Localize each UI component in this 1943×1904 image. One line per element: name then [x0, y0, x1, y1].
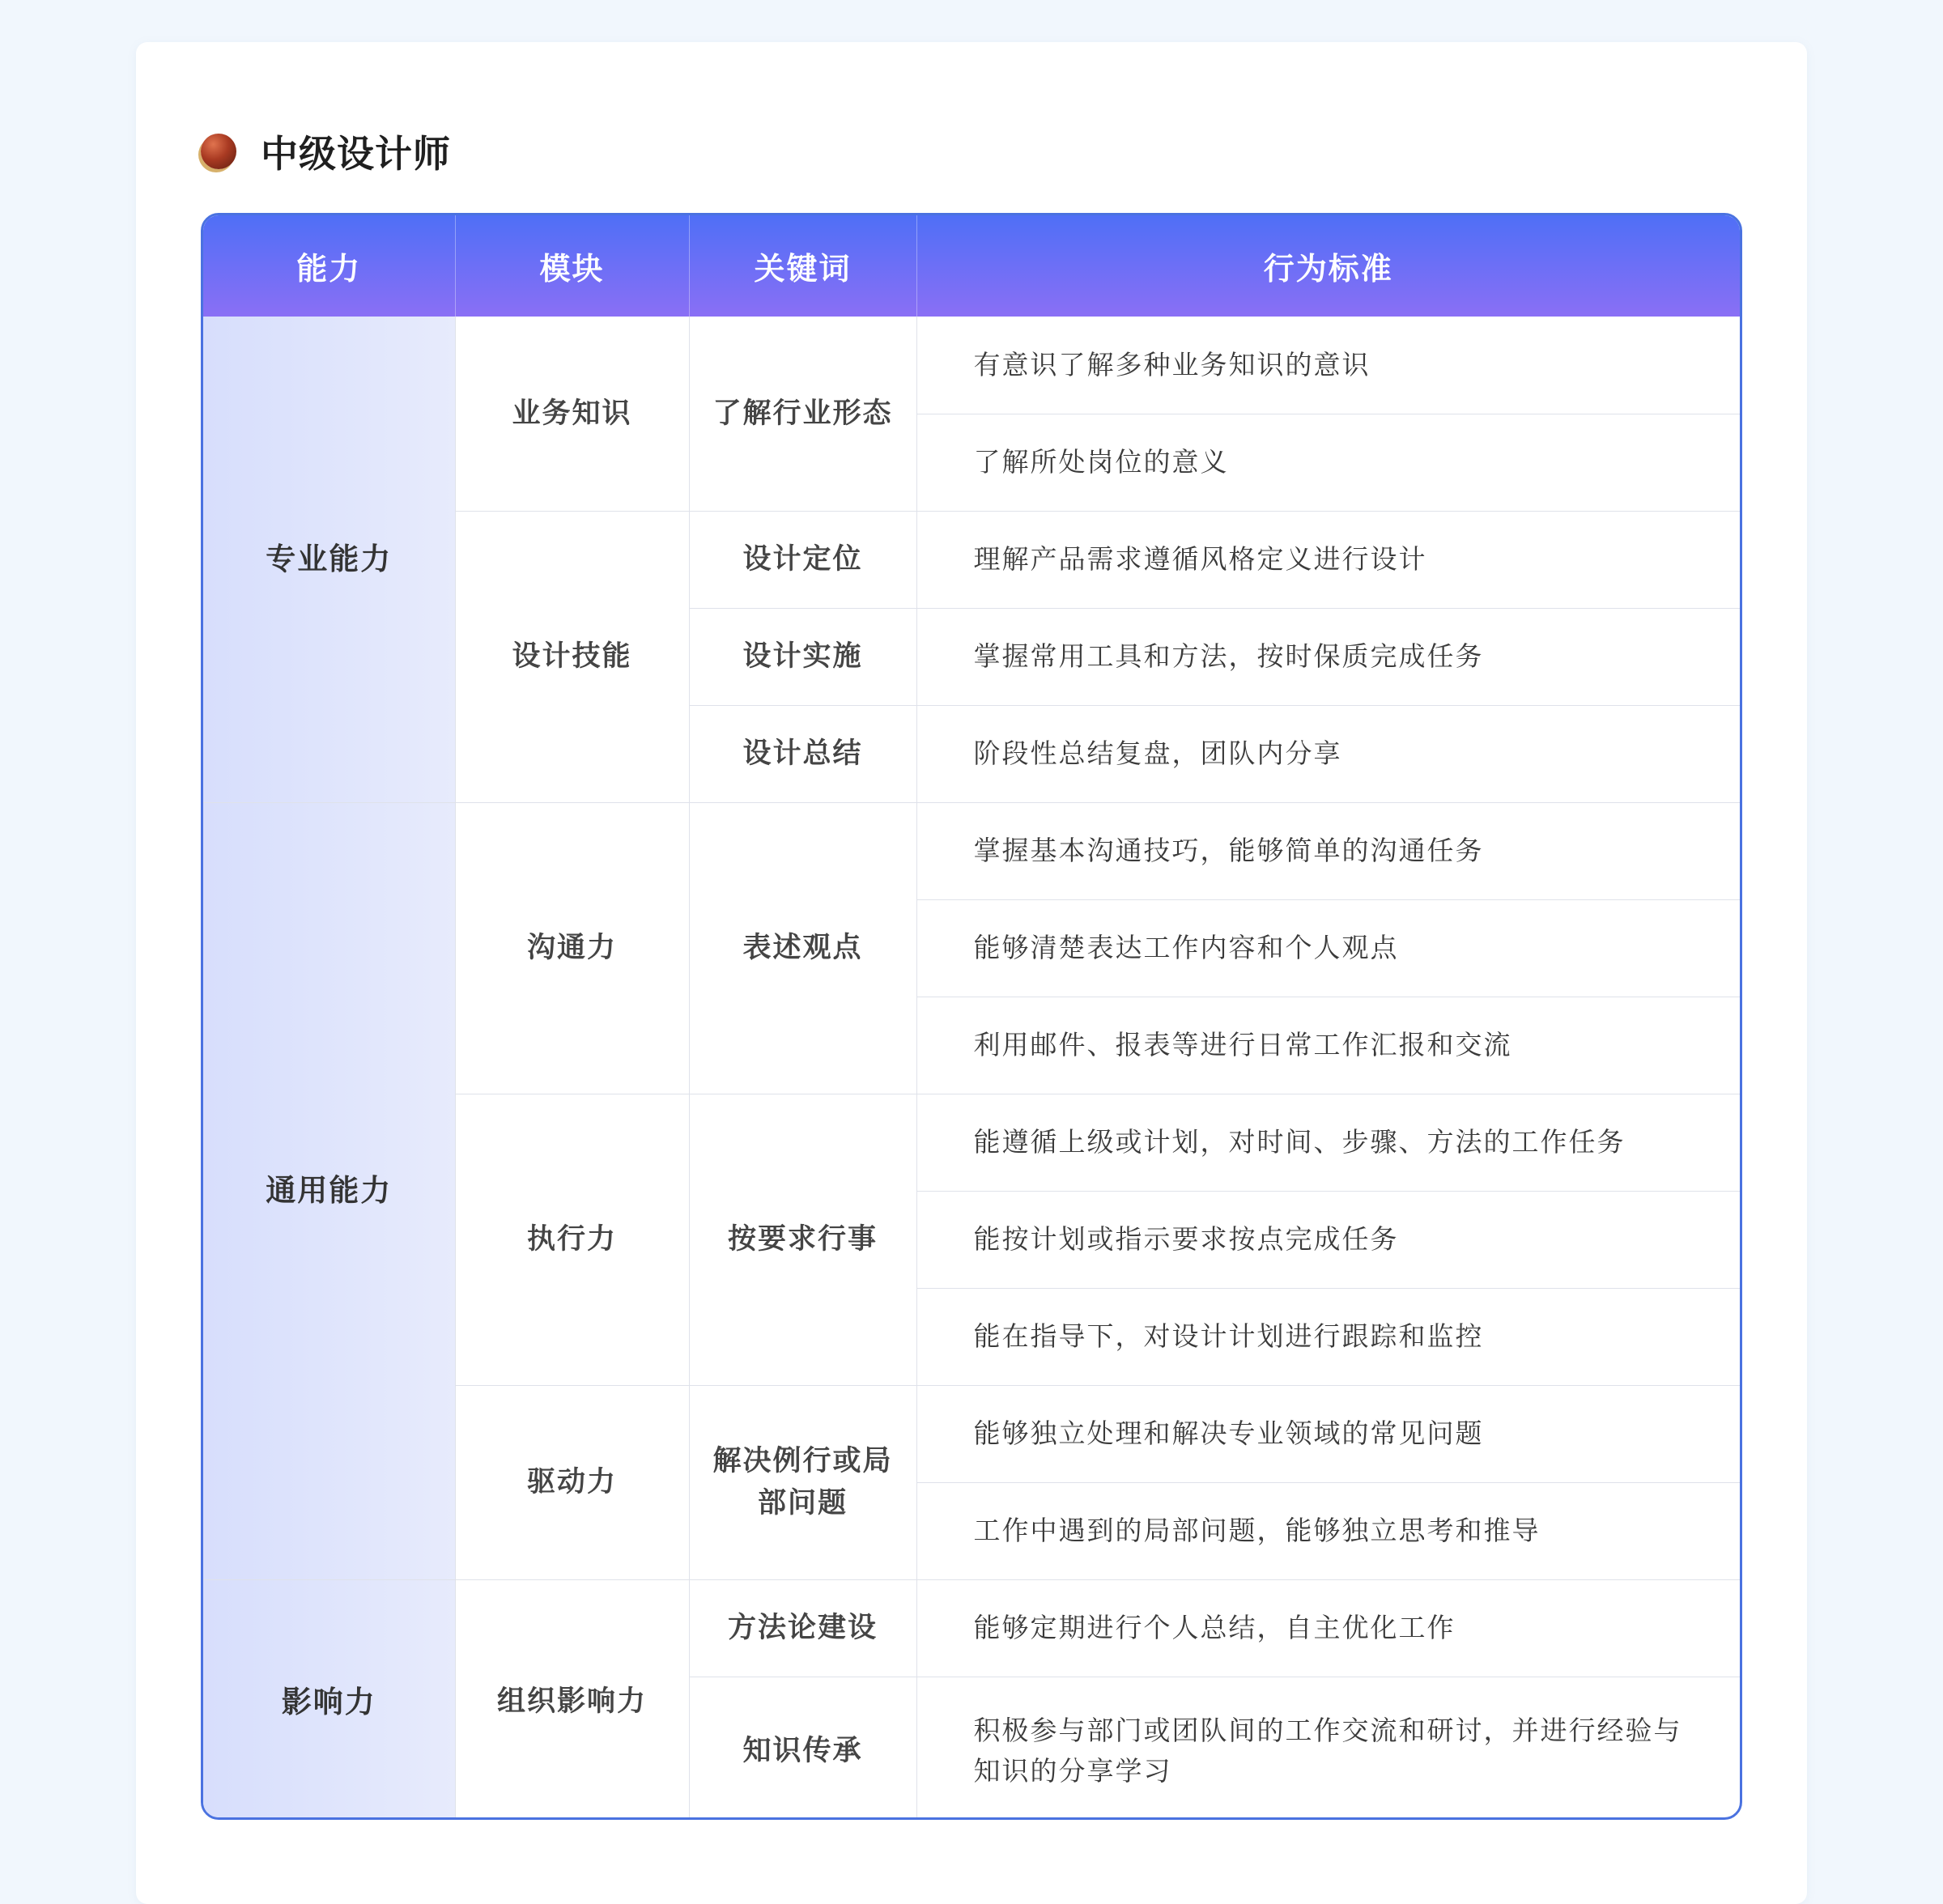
title-row [201, 119, 451, 184]
chestnut-icon [201, 134, 236, 169]
header-ability: 能力 [203, 215, 455, 317]
standard-cell: 能够独立处理和解决专业领域的常见问题 [916, 1385, 1740, 1482]
standard-cell: 掌握常用工具和方法，按时保质完成任务 [916, 608, 1740, 705]
page-title: 中级设计师 [261, 132, 451, 176]
standard-cell: 了解所处岗位的意义 [916, 414, 1740, 511]
module-cell: 组织影响力 [455, 1579, 689, 1820]
standard-cell: 能够清楚表达工作内容和个人观点 [916, 899, 1740, 997]
keyword-cell: 设计总结 [689, 705, 916, 802]
standard-cell: 能在指导下，对设计计划进行跟踪和监控 [916, 1288, 1740, 1385]
table-row [203, 317, 1740, 414]
module-cell: 沟通力 [455, 802, 689, 1094]
keyword-cell: 知识传承 [689, 1677, 916, 1820]
keyword-cell: 设计定位 [689, 511, 916, 608]
header-module: 模块 [455, 215, 689, 317]
ability-cell: 影响力 [203, 1579, 455, 1820]
standard-cell: 能遵循上级或计划，对时间、步骤、方法的工作任务 [916, 1094, 1740, 1191]
module-cell: 驱动力 [455, 1385, 689, 1579]
keyword-cell: 了解行业形态 [689, 317, 916, 511]
ability-cell: 通用能力 [203, 802, 455, 1579]
keyword-cell: 解决例行或局部问题 [689, 1385, 916, 1579]
table-row [203, 1579, 1740, 1677]
standard-cell: 利用邮件、报表等进行日常工作汇报和交流 [916, 997, 1740, 1094]
module-cell: 业务知识 [455, 317, 689, 511]
module-cell: 执行力 [455, 1094, 689, 1385]
ability-cell: 专业能力 [203, 317, 455, 802]
competency-table [201, 213, 1742, 1820]
table-row [203, 802, 1740, 899]
table-header-row [203, 215, 1740, 317]
keyword-cell: 方法论建设 [689, 1579, 916, 1677]
header-keyword: 关键词 [689, 215, 916, 317]
module-cell: 设计技能 [455, 511, 689, 802]
standard-cell: 能够定期进行个人总结，自主优化工作 [916, 1579, 1740, 1677]
header-standard: 行为标准 [916, 215, 1740, 317]
standard-cell: 有意识了解多种业务知识的意识 [916, 317, 1740, 414]
standard-cell: 工作中遇到的局部问题，能够独立思考和推导 [916, 1482, 1740, 1579]
standard-cell: 阶段性总结复盘，团队内分享 [916, 705, 1740, 802]
standard-cell: 掌握基本沟通技巧，能够简单的沟通任务 [916, 802, 1740, 899]
standard-cell: 能按计划或指示要求按点完成任务 [916, 1191, 1740, 1288]
content-card [136, 42, 1807, 1904]
keyword-cell: 设计实施 [689, 608, 916, 705]
keyword-cell: 表述观点 [689, 802, 916, 1094]
standard-cell: 积极参与部门或团队间的工作交流和研讨，并进行经验与知识的分享学习 [973, 1715, 1682, 1787]
standard-cell: 理解产品需求遵循风格定义进行设计 [916, 511, 1740, 608]
keyword-cell: 按要求行事 [689, 1094, 916, 1385]
